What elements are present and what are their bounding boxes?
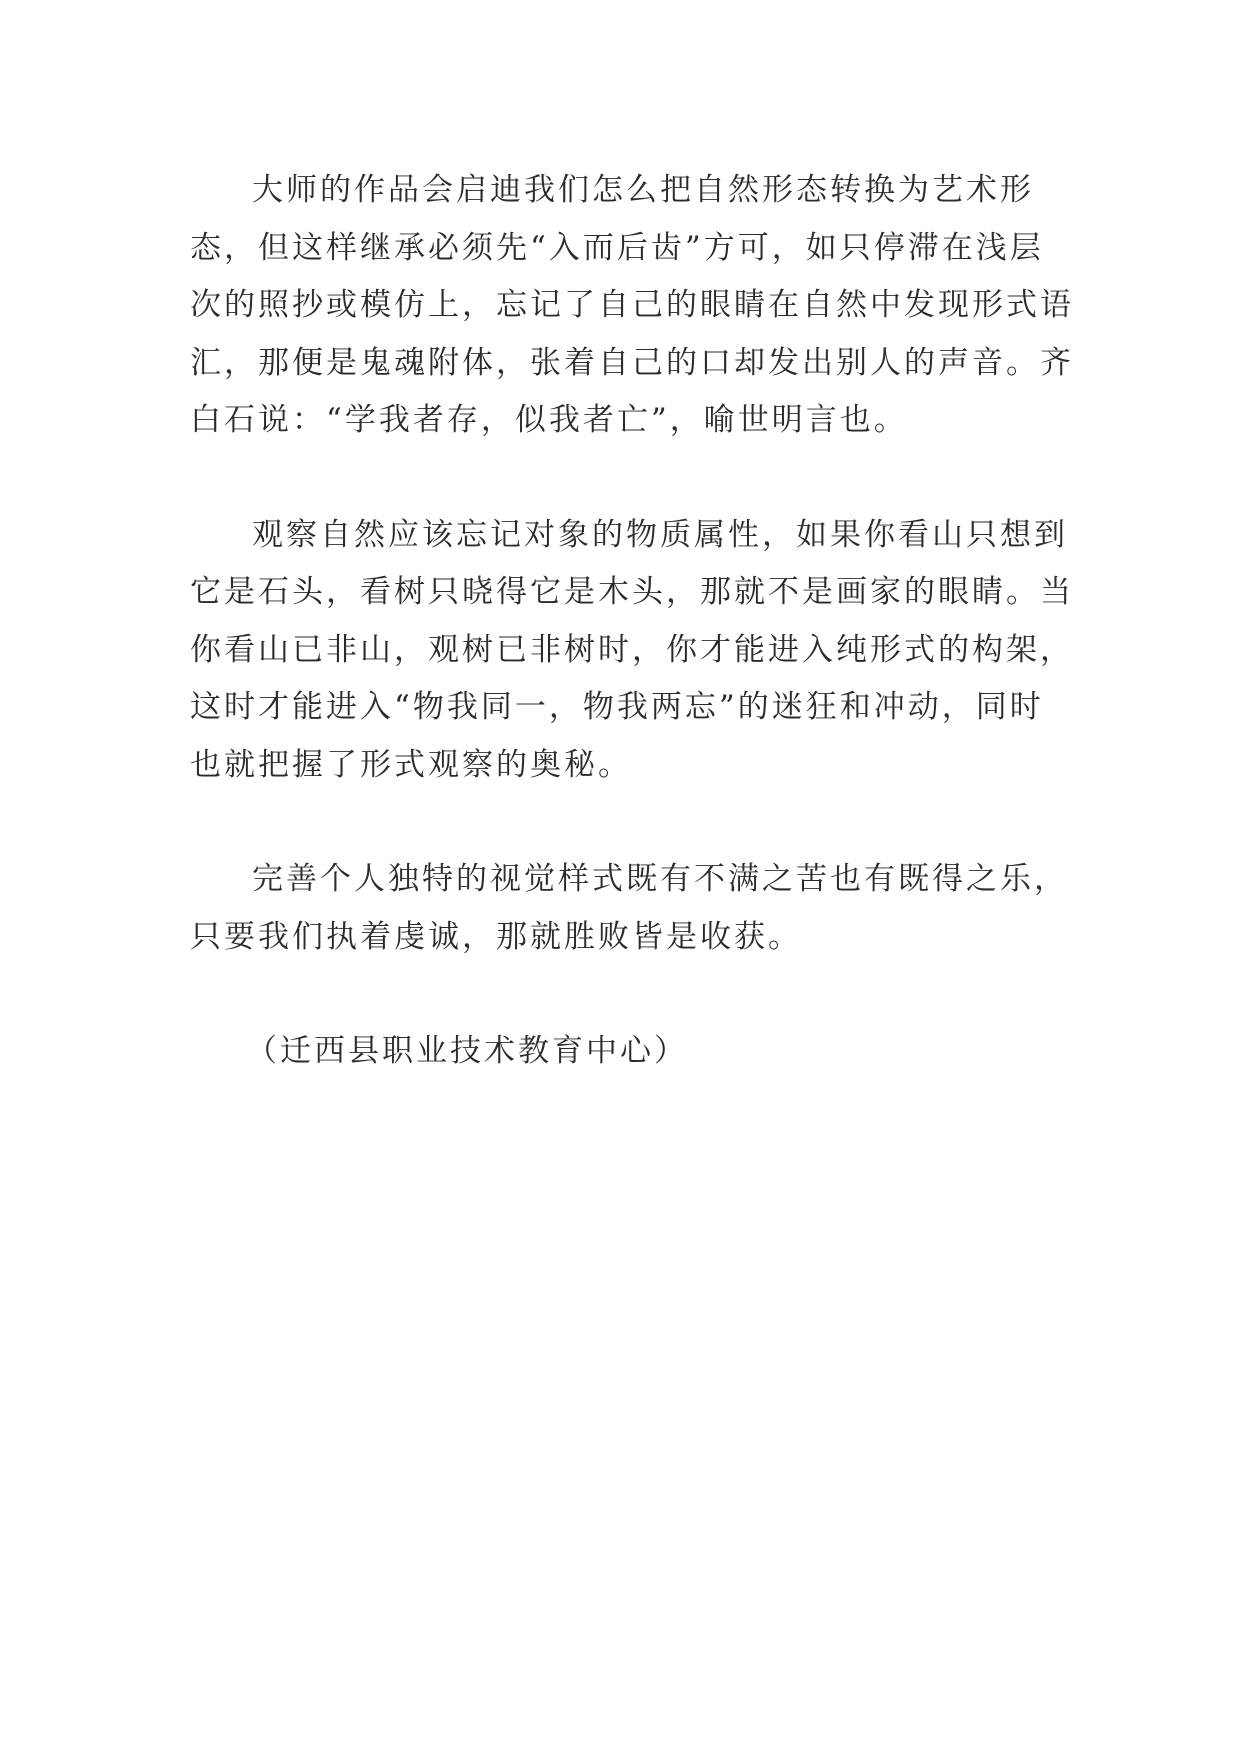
document-body: [190, 162, 1074, 1081]
paragraph-2: [190, 507, 1074, 795]
paragraph-line: 它是石头，看树只晓得它是木头，那就不是画家的眼睛。当: [190, 574, 1074, 610]
paragraph-line: 态，但这样继承必须先“入而后齿”方可，如只停滞在浅层: [190, 229, 1044, 266]
paragraph-line: 汇，那便是鬼魂附体，张着自己的口却发出别人的声音。齐: [190, 344, 1074, 381]
paragraph-line: 完善个人独特的视觉样式既有不满之苦也有既得之乐，: [252, 861, 1068, 897]
paragraph-line: 这时才能进入“物我同一，物我两忘”的迷狂和冲动，同时: [190, 689, 1044, 725]
paragraph-3: [190, 851, 1068, 966]
author-affiliation: （迁西县职业技术教育中心）: [246, 1033, 688, 1069]
paragraph-line: 观察自然应该忘记对象的物质属性，如果你看山只想到: [252, 516, 1068, 553]
paragraph-line: 白石说：“学我者存，似我者亡”，喻世明言也。: [190, 402, 908, 438]
paragraph-line: 次的照抄或模仿上，忘记了自己的眼睛在自然中发现形式语: [190, 287, 1074, 323]
paragraph-line: 大师的作品会启迪我们怎么把自然形态转换为艺术形: [252, 172, 1034, 208]
paragraph-line: 只要我们执着虔诚，那就胜败皆是收获。: [190, 918, 802, 955]
paragraph-line: 你看山已非山，观树已非树时，你才能进入纯形式的构架，: [190, 631, 1074, 668]
paragraph-line: 也就把握了形式观察的奥秘。: [190, 746, 632, 783]
paragraph-1: [190, 162, 1074, 450]
